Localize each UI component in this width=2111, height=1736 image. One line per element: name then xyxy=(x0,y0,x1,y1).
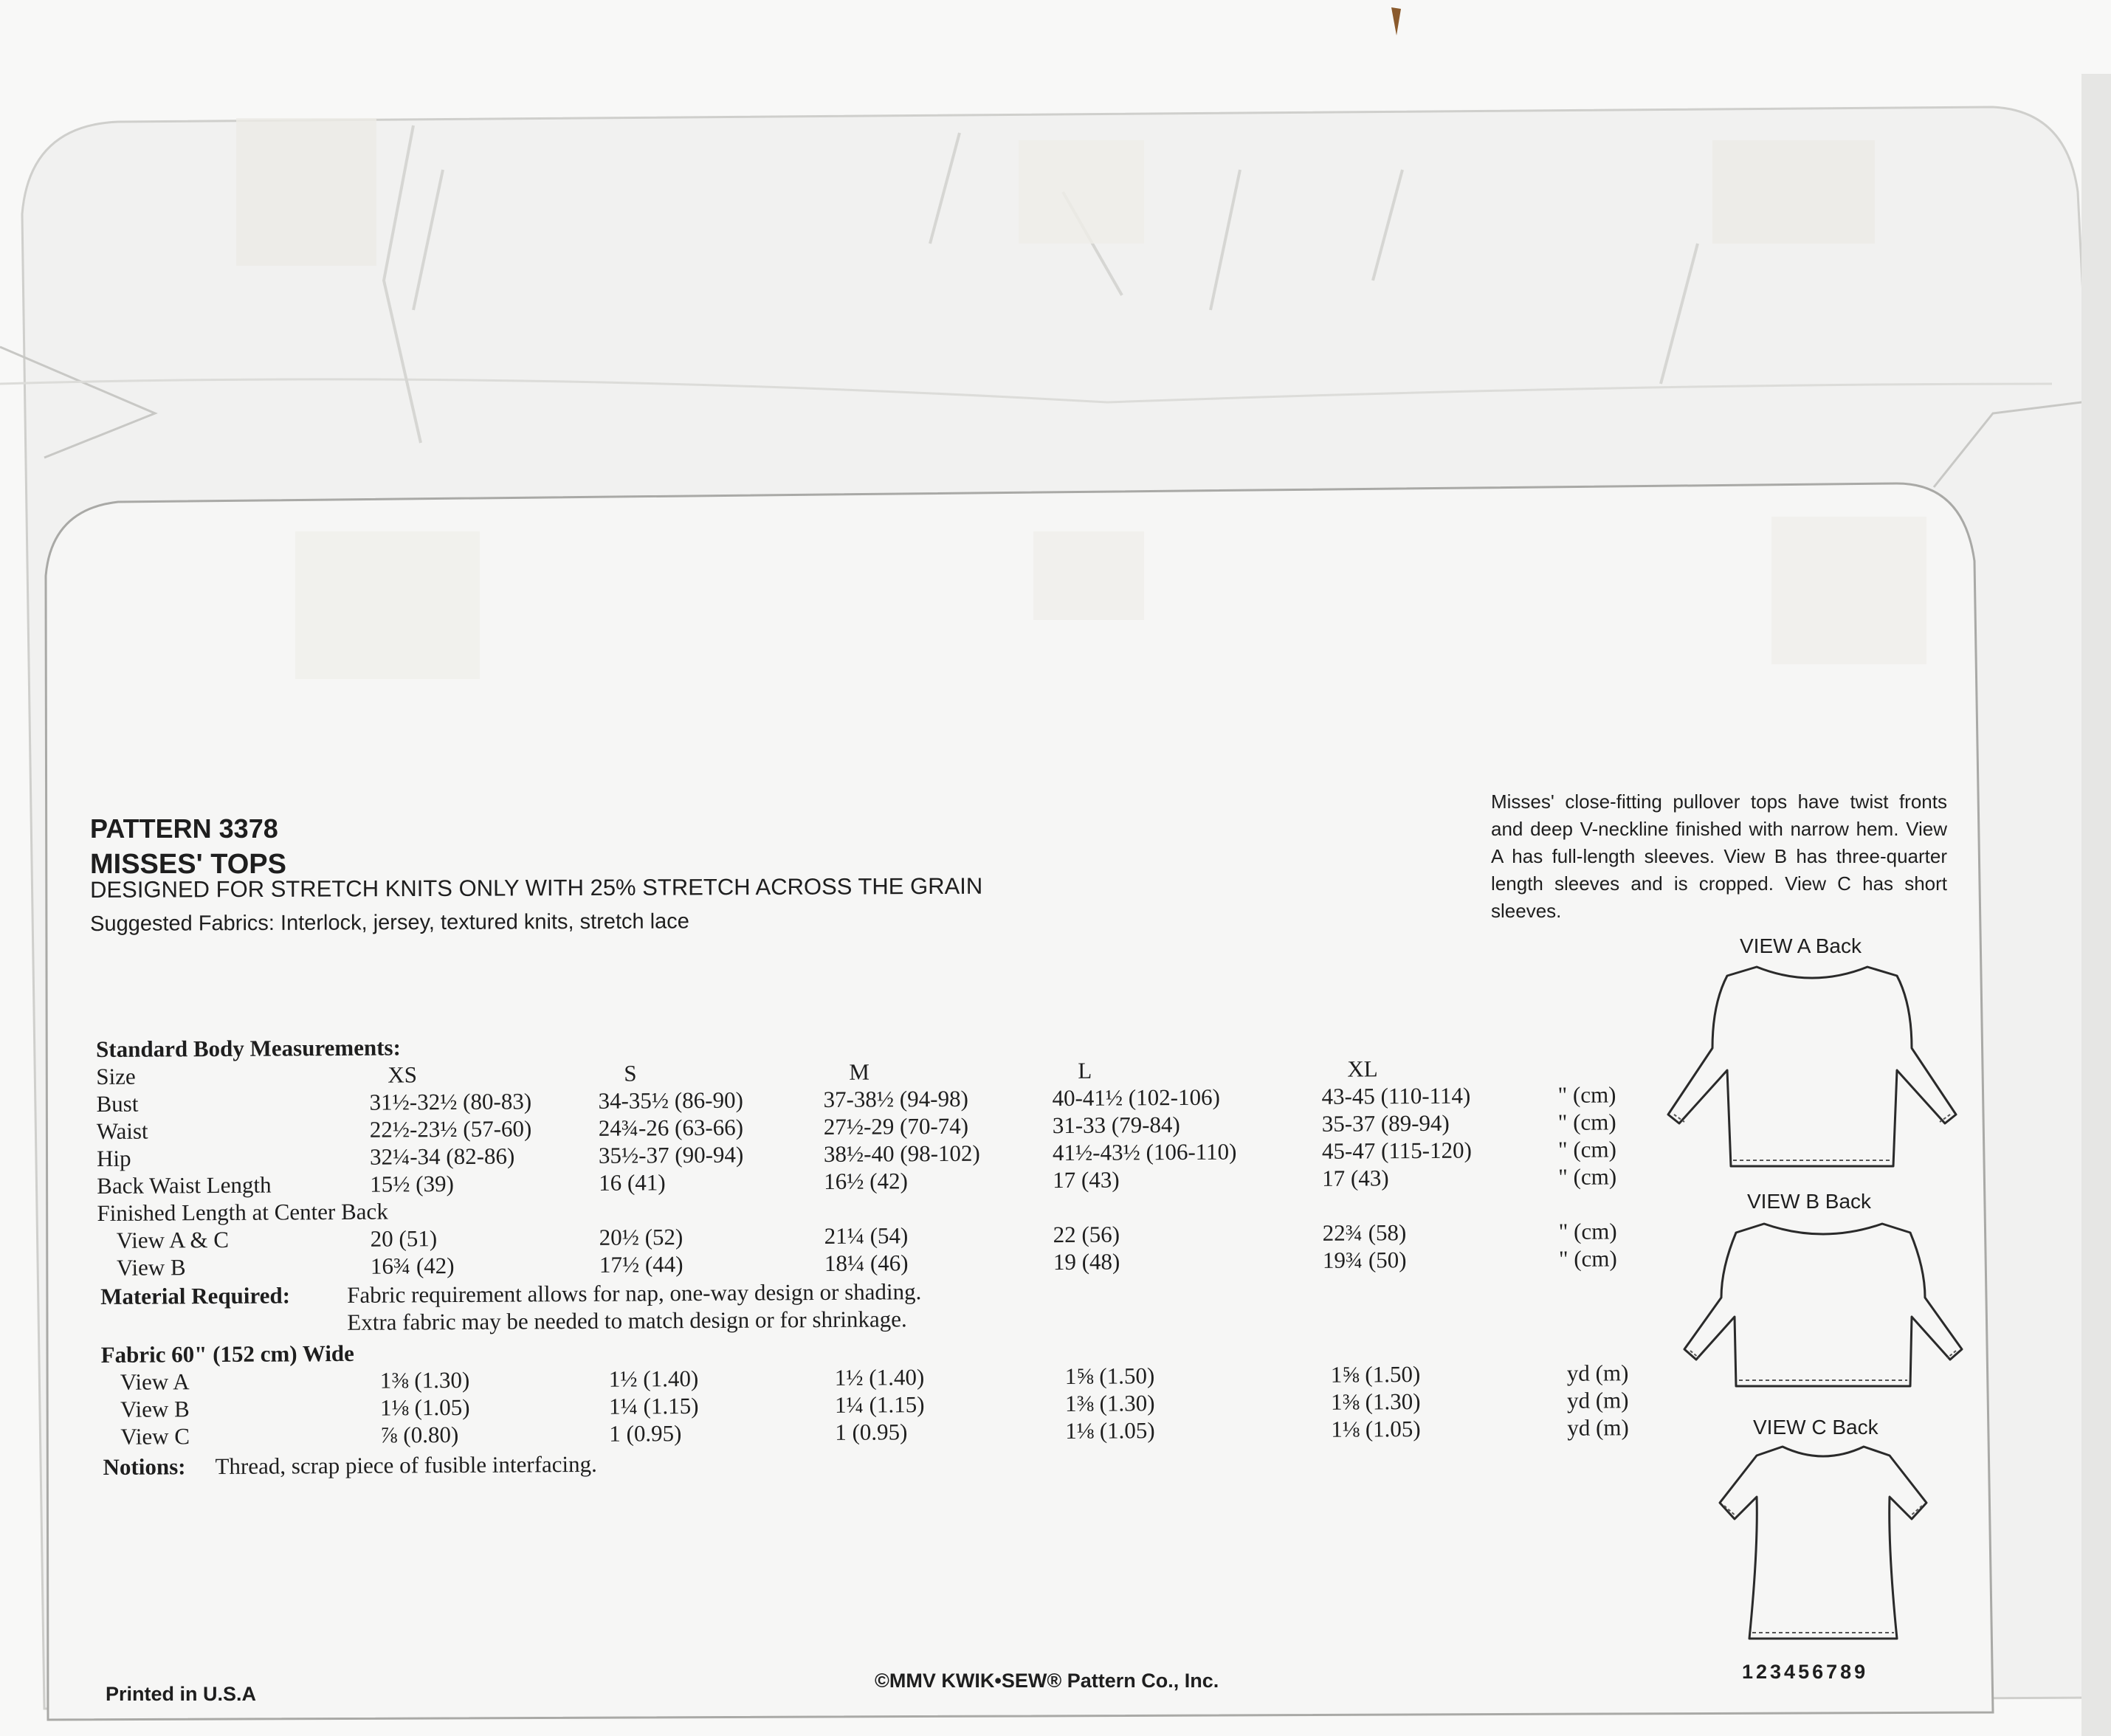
cell: 20 (51) xyxy=(370,1225,438,1252)
cell: 1½ (1.40) xyxy=(608,1365,699,1392)
finished-length-label: Finished Length at Center Back xyxy=(97,1198,388,1226)
cell: 32¼-34 (82-86) xyxy=(369,1143,515,1170)
cell: 43-45 (110-114) xyxy=(1321,1082,1471,1109)
tape-patch xyxy=(236,118,376,266)
cell: 22 (56) xyxy=(1053,1221,1120,1248)
cell: 34-35½ (86-90) xyxy=(598,1086,743,1114)
cell: 17 (43) xyxy=(1053,1166,1120,1194)
view-a-sketch xyxy=(1646,960,1978,1174)
cell: 1½ (1.40) xyxy=(834,1364,925,1391)
tape-patch xyxy=(1033,531,1144,620)
cell: 16½ (42) xyxy=(824,1168,908,1194)
cell: 19¾ (50) xyxy=(1322,1247,1407,1273)
suggested-fabrics: Suggested Fabrics: Interlock, jersey, textured knits, stretch lace xyxy=(90,909,689,936)
unit: " (cm) xyxy=(1557,1109,1616,1135)
cell: 31-33 (79-84) xyxy=(1052,1112,1180,1139)
size-header: XS xyxy=(388,1061,418,1088)
cell: 24¾-26 (63-66) xyxy=(598,1114,744,1141)
cell: 19 (48) xyxy=(1053,1248,1120,1275)
cell: 1 (0.95) xyxy=(835,1419,908,1445)
cell: 27½-29 (70-74) xyxy=(823,1112,969,1140)
tape-patch xyxy=(295,531,480,679)
cell: 45-47 (115-120) xyxy=(1321,1137,1472,1164)
cell: 15½ (39) xyxy=(370,1171,454,1197)
row-label: Hip xyxy=(96,1145,131,1171)
material-label: Material Required: xyxy=(100,1282,291,1309)
tape-patch xyxy=(1019,140,1144,244)
right-edge-shadow xyxy=(2081,74,2111,1736)
view-c-sketch xyxy=(1712,1439,1934,1646)
cell: 1⅛ (1.05) xyxy=(1065,1417,1155,1444)
unit: " (cm) xyxy=(1558,1218,1617,1244)
unit: yd (m) xyxy=(1567,1414,1629,1441)
row-label: View B xyxy=(120,1396,190,1422)
row-label: View C xyxy=(120,1423,190,1450)
size-label: Size xyxy=(96,1063,136,1089)
cell: 22½-23½ (57-60) xyxy=(369,1115,532,1143)
view-b-sketch xyxy=(1676,1216,1971,1394)
cell: 1⅝ (1.50) xyxy=(1064,1363,1155,1389)
tape-patch xyxy=(1771,517,1926,664)
row-label: Back Waist Length xyxy=(97,1171,272,1199)
size-header: M xyxy=(849,1058,869,1085)
row-label: Bust xyxy=(96,1090,139,1117)
unit: " (cm) xyxy=(1557,1081,1616,1108)
printer-key-numbers: 123456789 xyxy=(1742,1661,1869,1683)
cell: 17½ (44) xyxy=(599,1251,683,1278)
row-label: View B xyxy=(116,1254,186,1281)
unit: " (cm) xyxy=(1558,1245,1617,1272)
cell: 1⅜ (1.30) xyxy=(1330,1388,1421,1415)
view-a-label: VIEW A Back xyxy=(1740,934,1862,957)
cell: 35-37 (89-94) xyxy=(1321,1109,1450,1137)
cell: 31½-32½ (80-83) xyxy=(369,1088,532,1115)
cell: 38½-40 (98-102) xyxy=(823,1140,980,1167)
cell: 20½ (52) xyxy=(599,1224,683,1250)
pattern-number: PATTERN 3378 xyxy=(90,813,278,844)
cell: 37-38½ (94-98) xyxy=(823,1085,968,1112)
pattern-description: Misses' close-fitting pullover tops have twist fronts and deep V-neckline finished with narrow hem. View A has full-length sleeves. View B has three-quarter length sleeves and is cropped. View C has short sleeves. xyxy=(1491,790,1947,922)
cell: 17 (43) xyxy=(1322,1165,1389,1191)
size-header: XL xyxy=(1347,1055,1378,1082)
size-header: S xyxy=(624,1060,637,1086)
unit: " (cm) xyxy=(1558,1163,1617,1190)
cell: 1⅛ (1.05) xyxy=(379,1394,470,1421)
cell: 1⅜ (1.30) xyxy=(1064,1390,1155,1416)
notions-text: Thread, scrap piece of fusible interfacing. xyxy=(215,1450,597,1480)
view-b-label: VIEW B Back xyxy=(1747,1190,1872,1213)
cell: 35½-37 (90-94) xyxy=(598,1141,744,1168)
unit: " (cm) xyxy=(1557,1136,1617,1162)
material-line-1: Fabric requirement allows for nap, one-way design or shading. xyxy=(347,1278,922,1308)
unit: yd (m) xyxy=(1566,1387,1629,1413)
measurement-chart xyxy=(96,1027,1723,1494)
fabric-heading: Fabric 60" (152 cm) Wide xyxy=(100,1340,354,1368)
cell: 1 (0.95) xyxy=(609,1420,682,1447)
row-label: View A xyxy=(120,1368,190,1395)
cell: 40-41½ (102-106) xyxy=(1052,1084,1220,1112)
row-label: View A & C xyxy=(116,1226,230,1253)
printed-in-usa: Printed in U.S.A xyxy=(106,1683,257,1705)
stretch-note: DESIGNED FOR STRETCH KNITS ONLY WITH 25% STRETCH ACROSS THE GRAIN xyxy=(90,872,983,903)
cell: 1¼ (1.15) xyxy=(834,1391,925,1418)
cell: 21¼ (54) xyxy=(824,1222,909,1249)
cell: 22¾ (58) xyxy=(1322,1219,1407,1246)
row-label: Waist xyxy=(96,1117,148,1144)
cell: 16¾ (42) xyxy=(370,1253,455,1279)
tape-patch xyxy=(1712,140,1875,244)
cell: 1⅝ (1.50) xyxy=(1330,1361,1421,1388)
unit: yd (m) xyxy=(1566,1360,1629,1386)
measurements-heading: Standard Body Measurements: xyxy=(96,1034,401,1062)
notions-label: Notions: xyxy=(103,1453,186,1480)
cell: 41½-43½ (106-110) xyxy=(1052,1138,1237,1166)
copyright-notice: ©MMV KWIK•SEW® Pattern Co., Inc. xyxy=(875,1670,1219,1692)
cell: 1⅜ (1.30) xyxy=(379,1366,470,1394)
material-line-2: Extra fabric may be needed to match design or for shrinkage. xyxy=(347,1306,907,1335)
cell: ⅞ (0.80) xyxy=(380,1422,459,1448)
cell: 1⅛ (1.05) xyxy=(1331,1416,1421,1442)
view-c-label: VIEW C Back xyxy=(1753,1416,1878,1439)
pattern-title: MISSES' TOPS xyxy=(90,849,286,880)
size-header: L xyxy=(1078,1057,1092,1084)
cell: 18¼ (46) xyxy=(824,1250,909,1276)
cell: 1¼ (1.15) xyxy=(608,1393,699,1419)
cell: 16 (41) xyxy=(599,1169,666,1196)
